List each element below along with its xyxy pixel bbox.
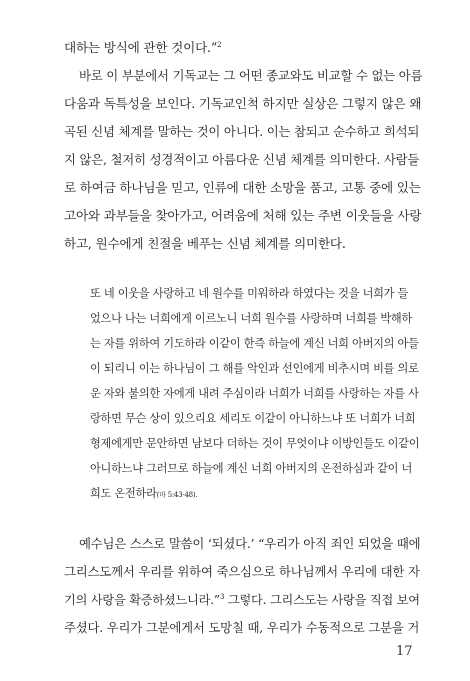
quote-line	[90, 486, 426, 503]
quote-line: 또 네 이웃을 사랑하고 네 원수를 미워하라 하였다는 것을 너희가 들	[90, 287, 409, 300]
line-text: 희도 온전하라	[90, 487, 157, 500]
quote-line: 랑하면 무슨 상이 있으리요 세리도 이같이 아니하느냐 또 너희가 너희	[90, 412, 416, 425]
quote-line: 었으나 나는 너희에게 이르노니 너희 원수를 사랑하며 너희를 박해하	[90, 312, 413, 325]
quote-line: 형제에게만 문안하면 남보다 더하는 것이 무엇이냐 이방인들도 이같이	[90, 437, 420, 450]
scripture-citation: (마 5:43-48).	[156, 491, 198, 499]
text-line: 예수님은 스스로 말씀이 ‘되셨다.’ “우리가 아직 죄인 되었을 때에	[64, 536, 421, 551]
text-line: 다움과 독특성을 보인다. 기독교인척 하지만 실상은 그렇지 않은 왜	[64, 96, 422, 111]
footnote-marker: 3	[219, 592, 225, 601]
quote-line: 아니하느냐 그러므로 하늘에 계신 너희 아버지의 온전하심과 같이 너	[90, 462, 413, 475]
text-line: 하고, 원수에게 친절을 베푸는 신념 체계를 의미한다.	[64, 236, 346, 251]
line-text: 기의 사랑을 확증하셨느니라.”	[64, 593, 220, 607]
quote-line: 는 자를 위하여 기도하라 이같이 한즉 하늘에 계신 너희 아버지의 아들	[90, 337, 419, 350]
quote-line: 운 자와 불의한 자에게 내려 주심이라 너희가 너희를 사랑하는 자를 사	[90, 387, 419, 400]
text-line	[64, 40, 424, 56]
text-line: 주셨다. 우리가 그분에게서 도망칠 때, 우리가 수동적으로 그분을 거	[64, 620, 420, 635]
page-number: 17	[396, 644, 413, 659]
line-text: 그렇다. 그리스도는 사랑을 직접 보여	[224, 593, 420, 607]
text-line: 그리스도께서 우리를 위하여 죽으심으로 하나님께서 우리에 대한 자	[64, 564, 420, 579]
text-line: 고아와 과부들을 찾아가고, 어려움에 처해 있는 주변 이웃들을 사랑	[64, 208, 422, 223]
text-line: 로 하여금 하나님을 믿고, 인류에 대한 소망을 품고, 고통 중에 있는	[64, 180, 421, 195]
text-line: 지 않은, 철저히 성경적이고 아름다운 신념 체계를 의미한다. 사람들	[64, 152, 420, 167]
quote-line: 이 되리니 이는 하나님이 그 해를 악인과 선인에게 비추시며 비를 의로	[90, 362, 419, 375]
footnote-marker: 2	[217, 40, 222, 49]
text-line: 곡된 신념 체계를 말하는 것이 아니다. 이는 참되고 순수하고 희석되	[64, 124, 420, 139]
text-line: 바로 이 부분에서 기독교는 그 어떤 종교와도 비교할 수 없는 아름	[64, 68, 423, 83]
text-line	[64, 592, 424, 608]
line-text: 대하는 방식에 관한 것이다.”	[64, 40, 218, 55]
